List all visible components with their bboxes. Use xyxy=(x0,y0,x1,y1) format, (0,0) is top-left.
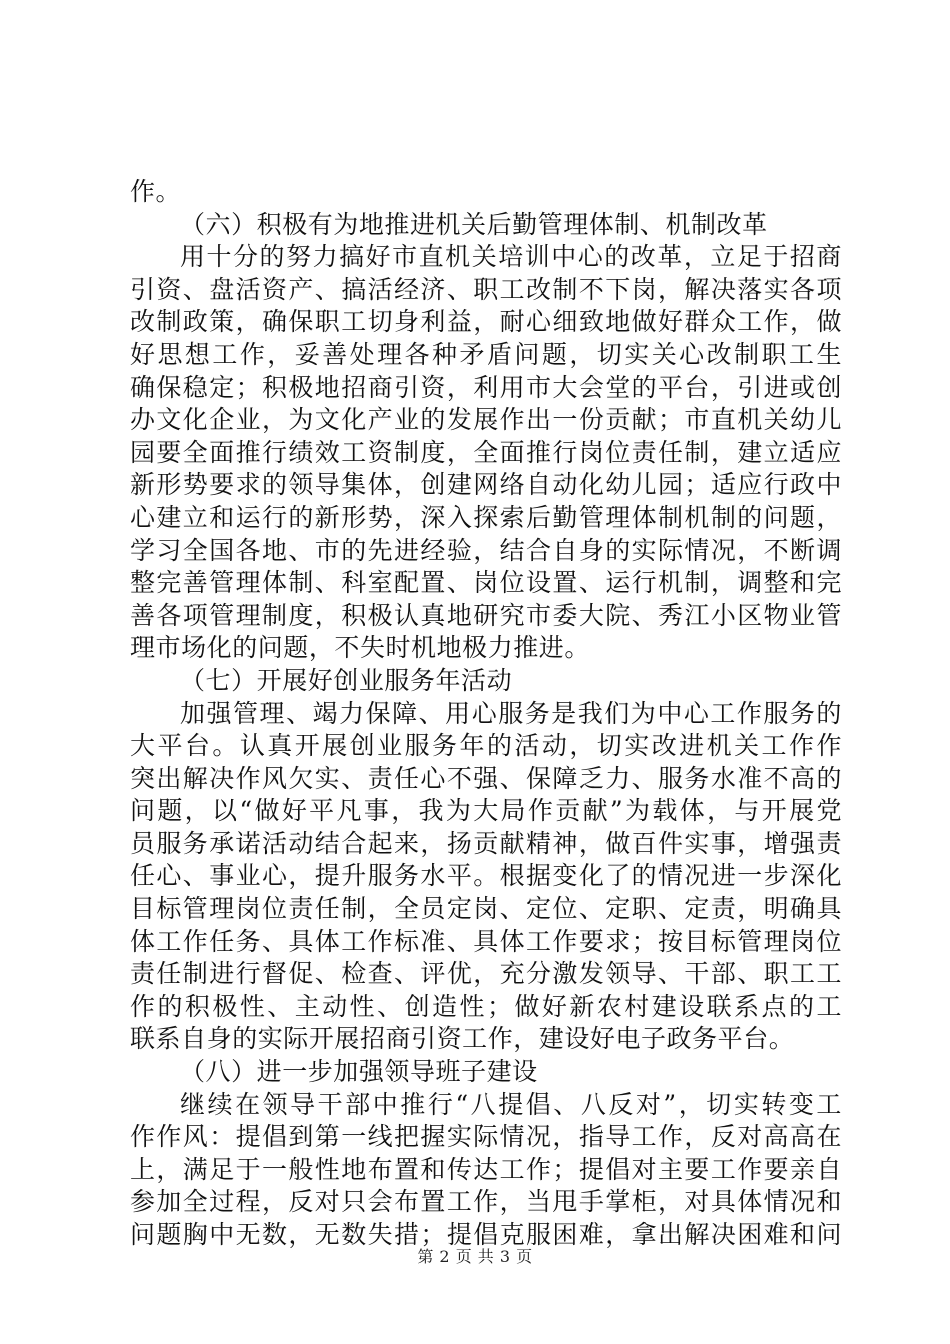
text-line: 加强管理、竭力保障、用心服务是我们为中心工作服务的 xyxy=(180,698,842,728)
text-line: 责任制进行督促、检查、评优，充分激发领导、干部、职工工 xyxy=(130,959,842,989)
text-line: 作作风：提倡到第一线把握实际情况，指导工作，反对高高在 xyxy=(130,1122,842,1152)
text-line: 学习全国各地、市的先进经验，结合自身的实际情况，不断调 xyxy=(130,535,842,565)
text-line: 园要全面推行绩效工资制度，全面推行岗位责任制，建立适应 xyxy=(130,437,842,467)
text-line: 整完善管理体制、科室配置、岗位设置、运行机制，调整和完 xyxy=(130,568,842,598)
text-line: 上，满足于一般性地布置和传达工作；提倡对主要工作要亲自 xyxy=(130,1154,842,1184)
text-line: 引资、盘活资产、搞活经济、职工改制不下岗，解决落实各项 xyxy=(130,274,842,304)
text-line: 好思想工作，妥善处理各种矛盾问题，切实关心改制职工生 xyxy=(130,339,842,369)
text-line: 问题胸中无数，无数失措；提倡克服困难，拿出解决困难和问 xyxy=(130,1220,842,1249)
text-line: （七）开展好创业服务年活动 xyxy=(180,665,513,695)
text-line: 大平台。认真开展创业服务年的活动，切实改进机关工作作 xyxy=(130,731,842,761)
text-line: 办文化企业，为文化产业的发展作出一份贡献；市直机关幼儿 xyxy=(130,405,842,435)
text-line: 任心、事业心，提升服务水平。根据变化了的情况进一步深化 xyxy=(130,861,842,891)
text-line: 继续在领导干部中推行“八提倡、八反对”，切实转变工 xyxy=(180,1089,842,1119)
text-line: 作。 xyxy=(130,177,182,206)
text-line: 目标管理岗位责任制，全员定岗、定位、定职、定责，明确具 xyxy=(130,894,842,924)
text-line: 善各项管理制度，积极认真地研究市委大院、秀江小区物业管 xyxy=(130,600,842,630)
page-footer: 第 2 页 共 3 页 xyxy=(417,1247,533,1266)
text-line: 新形势要求的领导集体，创建网络自动化幼儿园；适应行政中 xyxy=(130,470,842,500)
text-line: 作的积极性、主动性、创造性；做好新农村建设联系点的工 xyxy=(130,991,842,1021)
text-line: 体工作任务、具体工作标准、具体工作要求；按目标管理岗位 xyxy=(130,926,842,956)
text-line: 参加全过程，反对只会布置工作，当甩手掌柜，对具体情况和 xyxy=(130,1187,842,1217)
text-line: 理市场化的问题，不失时机地极力推进。 xyxy=(130,633,590,663)
text-line: 确保稳定；积极地招商引资，利用市大会堂的平台，引进或创 xyxy=(130,372,842,402)
text-line: 员服务承诺活动结合起来，扬贡献精神，做百件实事，增强责 xyxy=(130,828,842,858)
text-line: 联系自身的实际开展招商引资工作，建设好电子政务平台。 xyxy=(130,1024,795,1054)
text-line: 突出解决作风欠实、责任心不强、保障乏力、服务水准不高的 xyxy=(130,763,842,793)
text-line: （六）积极有为地推进机关后勤管理体制、机制改革 xyxy=(180,209,768,239)
text-line: 问题，以“做好平凡事，我为大局作贡献”为载体，与开展党 xyxy=(130,796,842,826)
text-line: （八）进一步加强领导班子建设 xyxy=(180,1057,538,1087)
text-line: 改制政策，确保职工切身利益，耐心细致地做好群众工作，做 xyxy=(130,307,842,337)
text-line: 心建立和运行的新形势，深入探索后勤管理体制机制的问题， xyxy=(130,502,842,532)
text-line: 用十分的努力搞好市直机关培训中心的改革，立足于招商 xyxy=(180,242,842,272)
document-body xyxy=(130,176,842,1252)
